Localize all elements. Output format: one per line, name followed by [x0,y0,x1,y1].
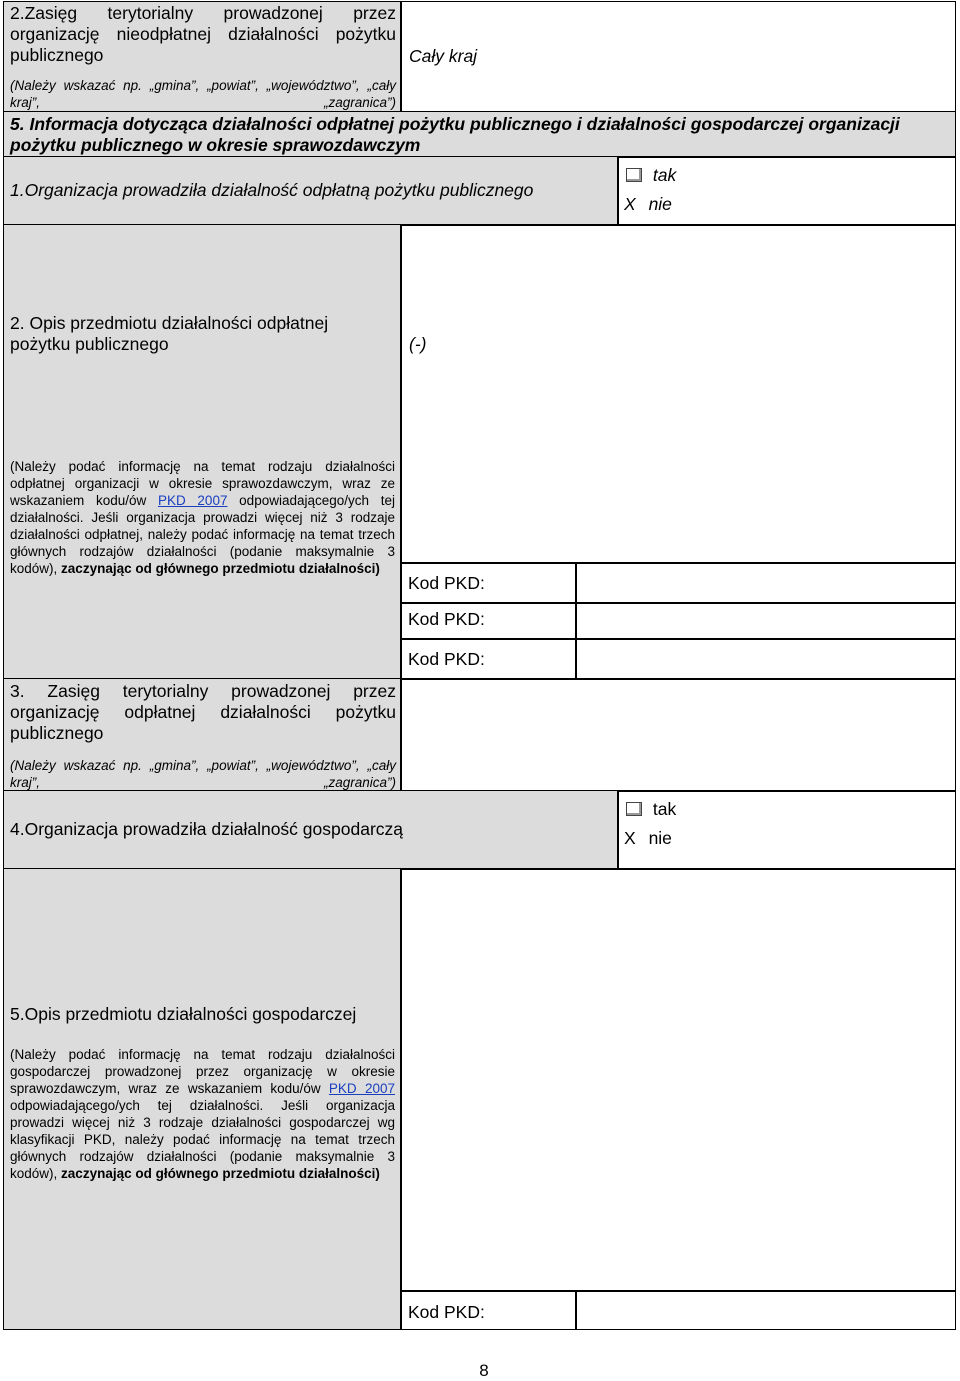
q2-pkd-link[interactable]: PKD 2007 [157,493,228,508]
q5-note-text-b: odpowiadającego/ych tej działalności. Jeśli organizacja prowadzi więcej niż 3 rodzaje działalności gospodarczej wg klasyfikacji PKD, należy podać informację na temat trzech głównych rodzajów działalności (podanie maksymalnie 3 kodów), [10,1098,395,1181]
q5-pkd-label: Kod PKD: [408,1302,485,1322]
section2-value: Cały kraj [409,46,478,66]
q1-option-no-mark: X [624,194,636,214]
section5-header: 5. Informacja dotycząca działalności odpłatnej pożytku publicznego i działalności gospodarczej organizacji pożytku publicznego w okresie sprawozdawczym [10,114,900,155]
q5-pkd-input[interactable] [575,1290,956,1330]
q2-pkd-label-2: Kod PKD: [408,609,485,629]
q1-label: 1.Organizacja prowadziła działalność odpłatną pożytku publicznego [10,180,534,200]
q3-hint: (Należy wskazać np. „gmina”, „powiat”, „województwo”, „cały kraj”, „zagranica”) [10,758,396,790]
checkbox-icon[interactable] [626,802,642,816]
q1-option-yes[interactable] [626,161,676,190]
q4-option-yes-label: tak [652,799,677,819]
q5-note-bold: zaczynając od głównego przedmiotu działalności) [61,1166,380,1181]
q2-pkd-input-3[interactable] [575,638,956,680]
q1-option-no[interactable] [624,190,672,219]
q5-note-text-a: (Należy podać informację na temat rodzaju działalności gospodarczej prowadzonej przez organizację w okresie sprawozdawczym, wraz ze wskazaniem kodu/ów [10,1047,395,1096]
section2-hint: (Należy wskazać np. „gmina”, „powiat”, „województwo”, „cały kraj”, „zagranica”) [10,78,396,110]
q2-pkd-label-1: Kod PKD: [408,573,485,593]
q5-value-cell[interactable] [400,868,956,1292]
q2-pkd-input-2[interactable] [575,602,956,640]
q3-label: 3. Zasięg terytorialny prowadzonej przez organizację odpłatnej działalności pożytku publicznego [10,681,396,743]
q2-value-cell[interactable] [400,224,956,564]
q4-option-no[interactable] [624,824,672,853]
q2-pkd-label-3: Kod PKD: [408,649,485,669]
q2-value: (-) [409,334,427,354]
q2-pkd-input-1[interactable] [575,562,956,604]
q5-label: 5.Opis przedmiotu działalności gospodarczej [10,1004,357,1024]
q2-note [10,458,395,577]
section2-label: 2.Zasięg terytorialny prowadzonej przez organizację nieodpłatnej działalności pożytku publicznego [10,3,396,65]
page-number: 8 [479,1361,489,1380]
section2-value-cell[interactable] [400,1,956,113]
checkbox-icon[interactable] [626,168,642,182]
q2-note-text-a: (Należy podać informację na temat rodzaju działalności odpłatnej organizacji w okresie sprawozdawczym, wraz ze wskazaniem kodu/ów [10,459,395,508]
q2-note-text-b: odpowiadającego/ych tej działalności. Jeśli organizacja prowadzi więcej niż 3 rodzaje działalności odpłatnej, należy podać informację na temat trzech głównych rodzajów działalności (podanie maksymalnie 3 kodów), [10,493,395,576]
q4-option-no-mark: X [624,828,636,848]
q4-label: 4.Organizacja prowadziła działalność gospodarczą [10,819,403,839]
q5-note [10,1046,395,1182]
q5-pkd-link[interactable]: PKD 2007 [328,1081,395,1096]
q3-value-cell[interactable] [400,678,956,792]
q2-label: 2. Opis przedmiotu działalności odpłatnej pożytku publicznego [10,313,329,354]
q2-note-bold: zaczynając od głównego przedmiotu działalności) [61,561,380,576]
q4-option-no-label: nie [648,828,672,848]
q1-option-no-label: nie [648,194,672,214]
q1-option-yes-label: tak [652,165,677,185]
q2-label-cell [3,224,402,680]
q4-option-yes[interactable] [626,795,676,824]
